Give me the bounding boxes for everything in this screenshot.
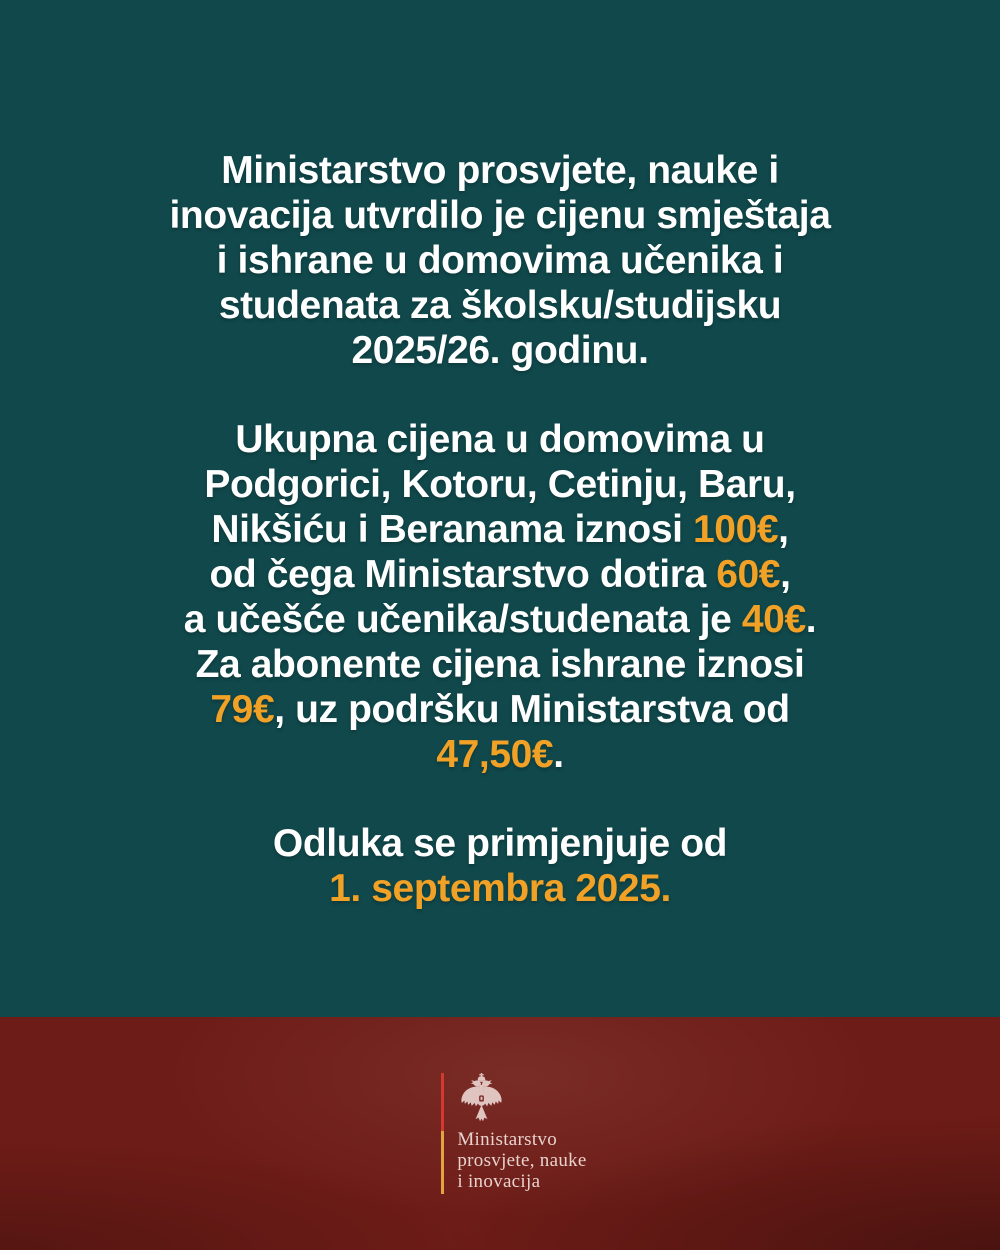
announcement-paragraph [60, 821, 940, 911]
announcement-text-segment: Odluka se primjenjuje od [272, 822, 728, 865]
announcement-text-segment: Ministarstvo prosvjete, nauke i [221, 149, 779, 192]
ministry-name-line-3: i inovacija [457, 1171, 541, 1192]
flag-stripe [441, 1073, 444, 1194]
ministry-logo [441, 1073, 586, 1194]
ministry-name-line-2: prosvjete, nauke [457, 1150, 587, 1171]
announcement-line [60, 687, 940, 732]
announcement-line [60, 642, 940, 687]
flag-stripe-red [441, 1073, 444, 1131]
ministry-name [457, 1129, 586, 1192]
announcement-text-segment: 40€ [741, 598, 806, 641]
announcement-text-segment: Podgorici, Kotoru, Cetinju, Baru, [204, 463, 796, 506]
announcement-line [60, 417, 940, 462]
announcement-text-segment: . [553, 733, 564, 776]
announcement-paragraph [60, 417, 940, 777]
announcement-text-segment: , [778, 508, 789, 551]
ministry-name-line-1: Ministarstvo [457, 1129, 558, 1150]
coat-of-arms-icon [458, 1073, 505, 1124]
announcement-text-segment: 1. septembra 2025. [329, 867, 671, 910]
announcement-line [60, 597, 940, 642]
ministry-logo-column [457, 1073, 586, 1194]
announcement-text-segment: . [805, 598, 817, 641]
announcement-text-segment: 60€ [716, 553, 781, 596]
announcement-text-segment: studenata za školsku/studijsku [218, 284, 782, 327]
announcement-text-segment: Nikšiću i Beranama iznosi [211, 508, 693, 551]
announcement-line [60, 193, 940, 238]
announcement-text-segment: inovacija utvrdilo je cijenu smještaja [169, 194, 831, 237]
announcement-text-segment: 47,50€ [436, 733, 554, 776]
announcement-text-segment: Za abonente cijena ishrane iznosi [195, 643, 805, 686]
announcement-line [60, 328, 940, 373]
footer-section [0, 1017, 1000, 1250]
announcement-text-segment: a učešće učenika/studenata je [183, 598, 742, 641]
announcement-text-segment: 2025/26. godinu. [351, 329, 649, 372]
announcement-text-segment: i ishrane u domovima učenika i [216, 239, 784, 282]
announcement-line [60, 821, 940, 866]
announcement-line [60, 283, 940, 328]
flag-stripe-gold [441, 1131, 444, 1194]
announcement-text [60, 0, 940, 911]
announcement-line [60, 866, 940, 911]
announcement-text-segment: 100€ [693, 508, 779, 551]
announcement-line [60, 148, 940, 193]
announcement-line [60, 732, 940, 777]
announcement-text-segment: , uz podršku Ministarstva od [274, 688, 790, 731]
announcement-text-segment: , [780, 553, 791, 596]
announcement-line [60, 238, 940, 283]
announcement-line [60, 552, 940, 597]
announcement-text-segment: Ukupna cijena u domovima u [235, 418, 765, 461]
announcement-paragraph [60, 148, 940, 373]
announcement-text-segment: 79€ [210, 688, 275, 731]
announcement-line [60, 462, 940, 507]
announcement-text-segment: od čega Ministarstvo dotira [209, 553, 717, 596]
announcement-line [60, 507, 940, 552]
